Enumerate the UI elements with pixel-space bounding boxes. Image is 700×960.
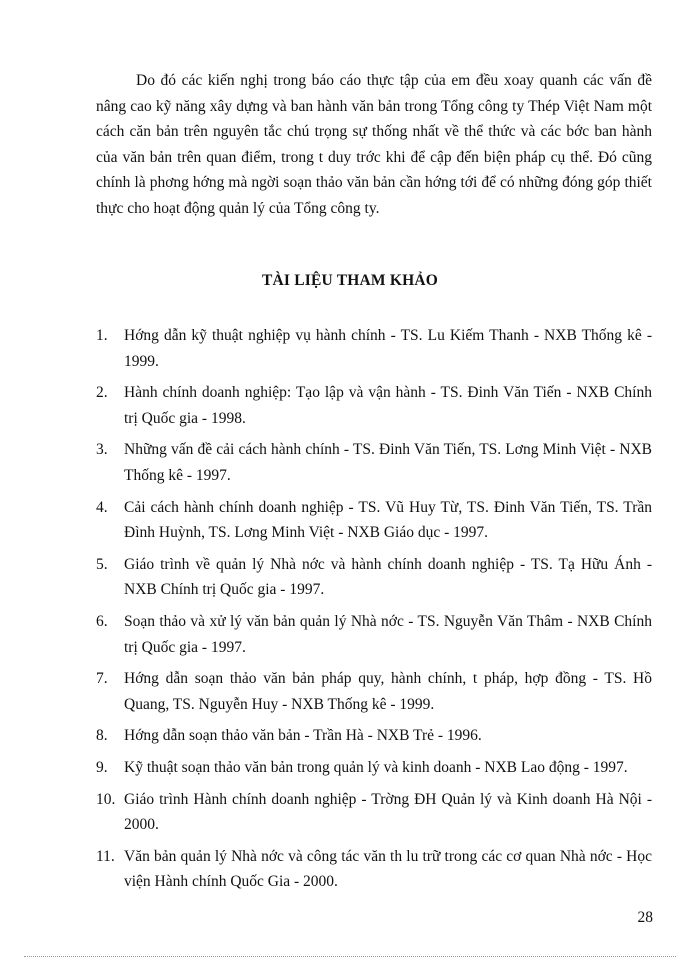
reference-number: 3. [96,441,108,459]
reference-number: 7. [96,670,108,688]
reference-item [96,552,652,603]
reference-text: Kỹ thuật soạn thảo văn bản trong quản lý và kinh doanh - NXB Lao động - 1997. [124,758,628,776]
reference-number: 2. [96,384,108,402]
reference-item [96,666,652,717]
reference-text: Những vấn đề cải cách hành chính - TS. Đinh Văn Tiến, TS. Lơng Minh Việt - NXB Thống kê - 1997. [124,441,652,484]
reference-item [96,844,652,895]
reference-text: Soạn thảo và xử lý văn bản quản lý Nhà nớc - TS. Nguyễn Văn Thâm - NXB Chính trị Quốc gia - 1997. [124,612,652,656]
reference-text: Giáo trình Hành chính doanh nghiệp - Trờng ĐH Quản lý và Kinh doanh Hà Nội - 2000. [124,790,652,834]
reference-number: 8. [96,727,108,745]
reference-item [96,323,652,374]
reference-text: Hớng dẫn soạn thảo văn bản - Trần Hà - NXB Trẻ - 1996. [124,727,482,745]
intro-paragraph: Do đó các kiến nghị trong báo cáo thực tập của em đều xoay quanh các vấn đề nâng cao kỹ năng xây dựng và ban hành văn bản trong Tổng công ty Thép Việt Nam một cách căn bản trên nguyên tắc chú trọng sự thống nhất về thể thức và các bớc ban hành của văn bản trên quan điểm, trong t duy trớc khi để cập đến biện pháp cụ thể. Đó cũng chính là phơng hớng mà ngời soạn thảo văn bản cần hớng tới để có những đóng góp thiết thực cho hoạt động quản lý của Tổng công ty. [96,72,652,217]
reference-text: Hành chính doanh nghiệp: Tạo lập và vận hành - TS. Đinh Văn Tiến - NXB Chính trị Quốc gia - 1998. [124,384,652,427]
reference-text: Hớng dẫn soạn thảo văn bản pháp quy, hành chính, t pháp, hợp đồng - TS. Hồ Quang, TS. Nguyễn Huy - NXB Thống kê - 1999. [124,670,652,713]
reference-list [96,323,652,895]
reference-item [96,609,652,660]
reference-number: 1. [96,327,108,344]
reference-number: 5. [96,555,108,573]
reference-number: 6. [96,612,108,630]
reference-item [96,437,652,488]
reference-item [96,723,652,749]
reference-item [96,495,652,546]
page-number: 28 [637,909,653,926]
references-heading: TÀI LIỆU THAM KHẢO [262,272,438,289]
reference-item [96,380,652,431]
reference-text: Văn bản quản lý Nhà nớc và công tác văn th lu trữ trong các cơ quan Nhà nớc - Học viện Hành chính Quốc Gia - 2000. [124,847,652,891]
reference-item [96,787,652,838]
reference-number: 9. [96,758,108,776]
bottom-divider [24,956,676,957]
reference-number: 4. [96,498,108,516]
reference-number: 10. [96,790,116,808]
reference-text: Hớng dẫn kỹ thuật nghiệp vụ hành chính - TS. Lu Kiếm Thanh - NXB Thống kê - 1999. [124,327,652,370]
reference-number: 11. [96,847,115,865]
reference-text: Giáo trình về quản lý Nhà nớc và hành chính doanh nghiệp - TS. Tạ Hữu Ánh - NXB Chính trị Quốc gia - 1997. [124,555,652,599]
reference-text: Cải cách hành chính doanh nghiệp - TS. Vũ Huy Từ, TS. Đinh Văn Tiến, TS. Trần Đình Huỳnh, TS. Lơng Minh Việt - NXB Giáo dục - 1997. [124,498,652,542]
reference-item [96,755,652,781]
